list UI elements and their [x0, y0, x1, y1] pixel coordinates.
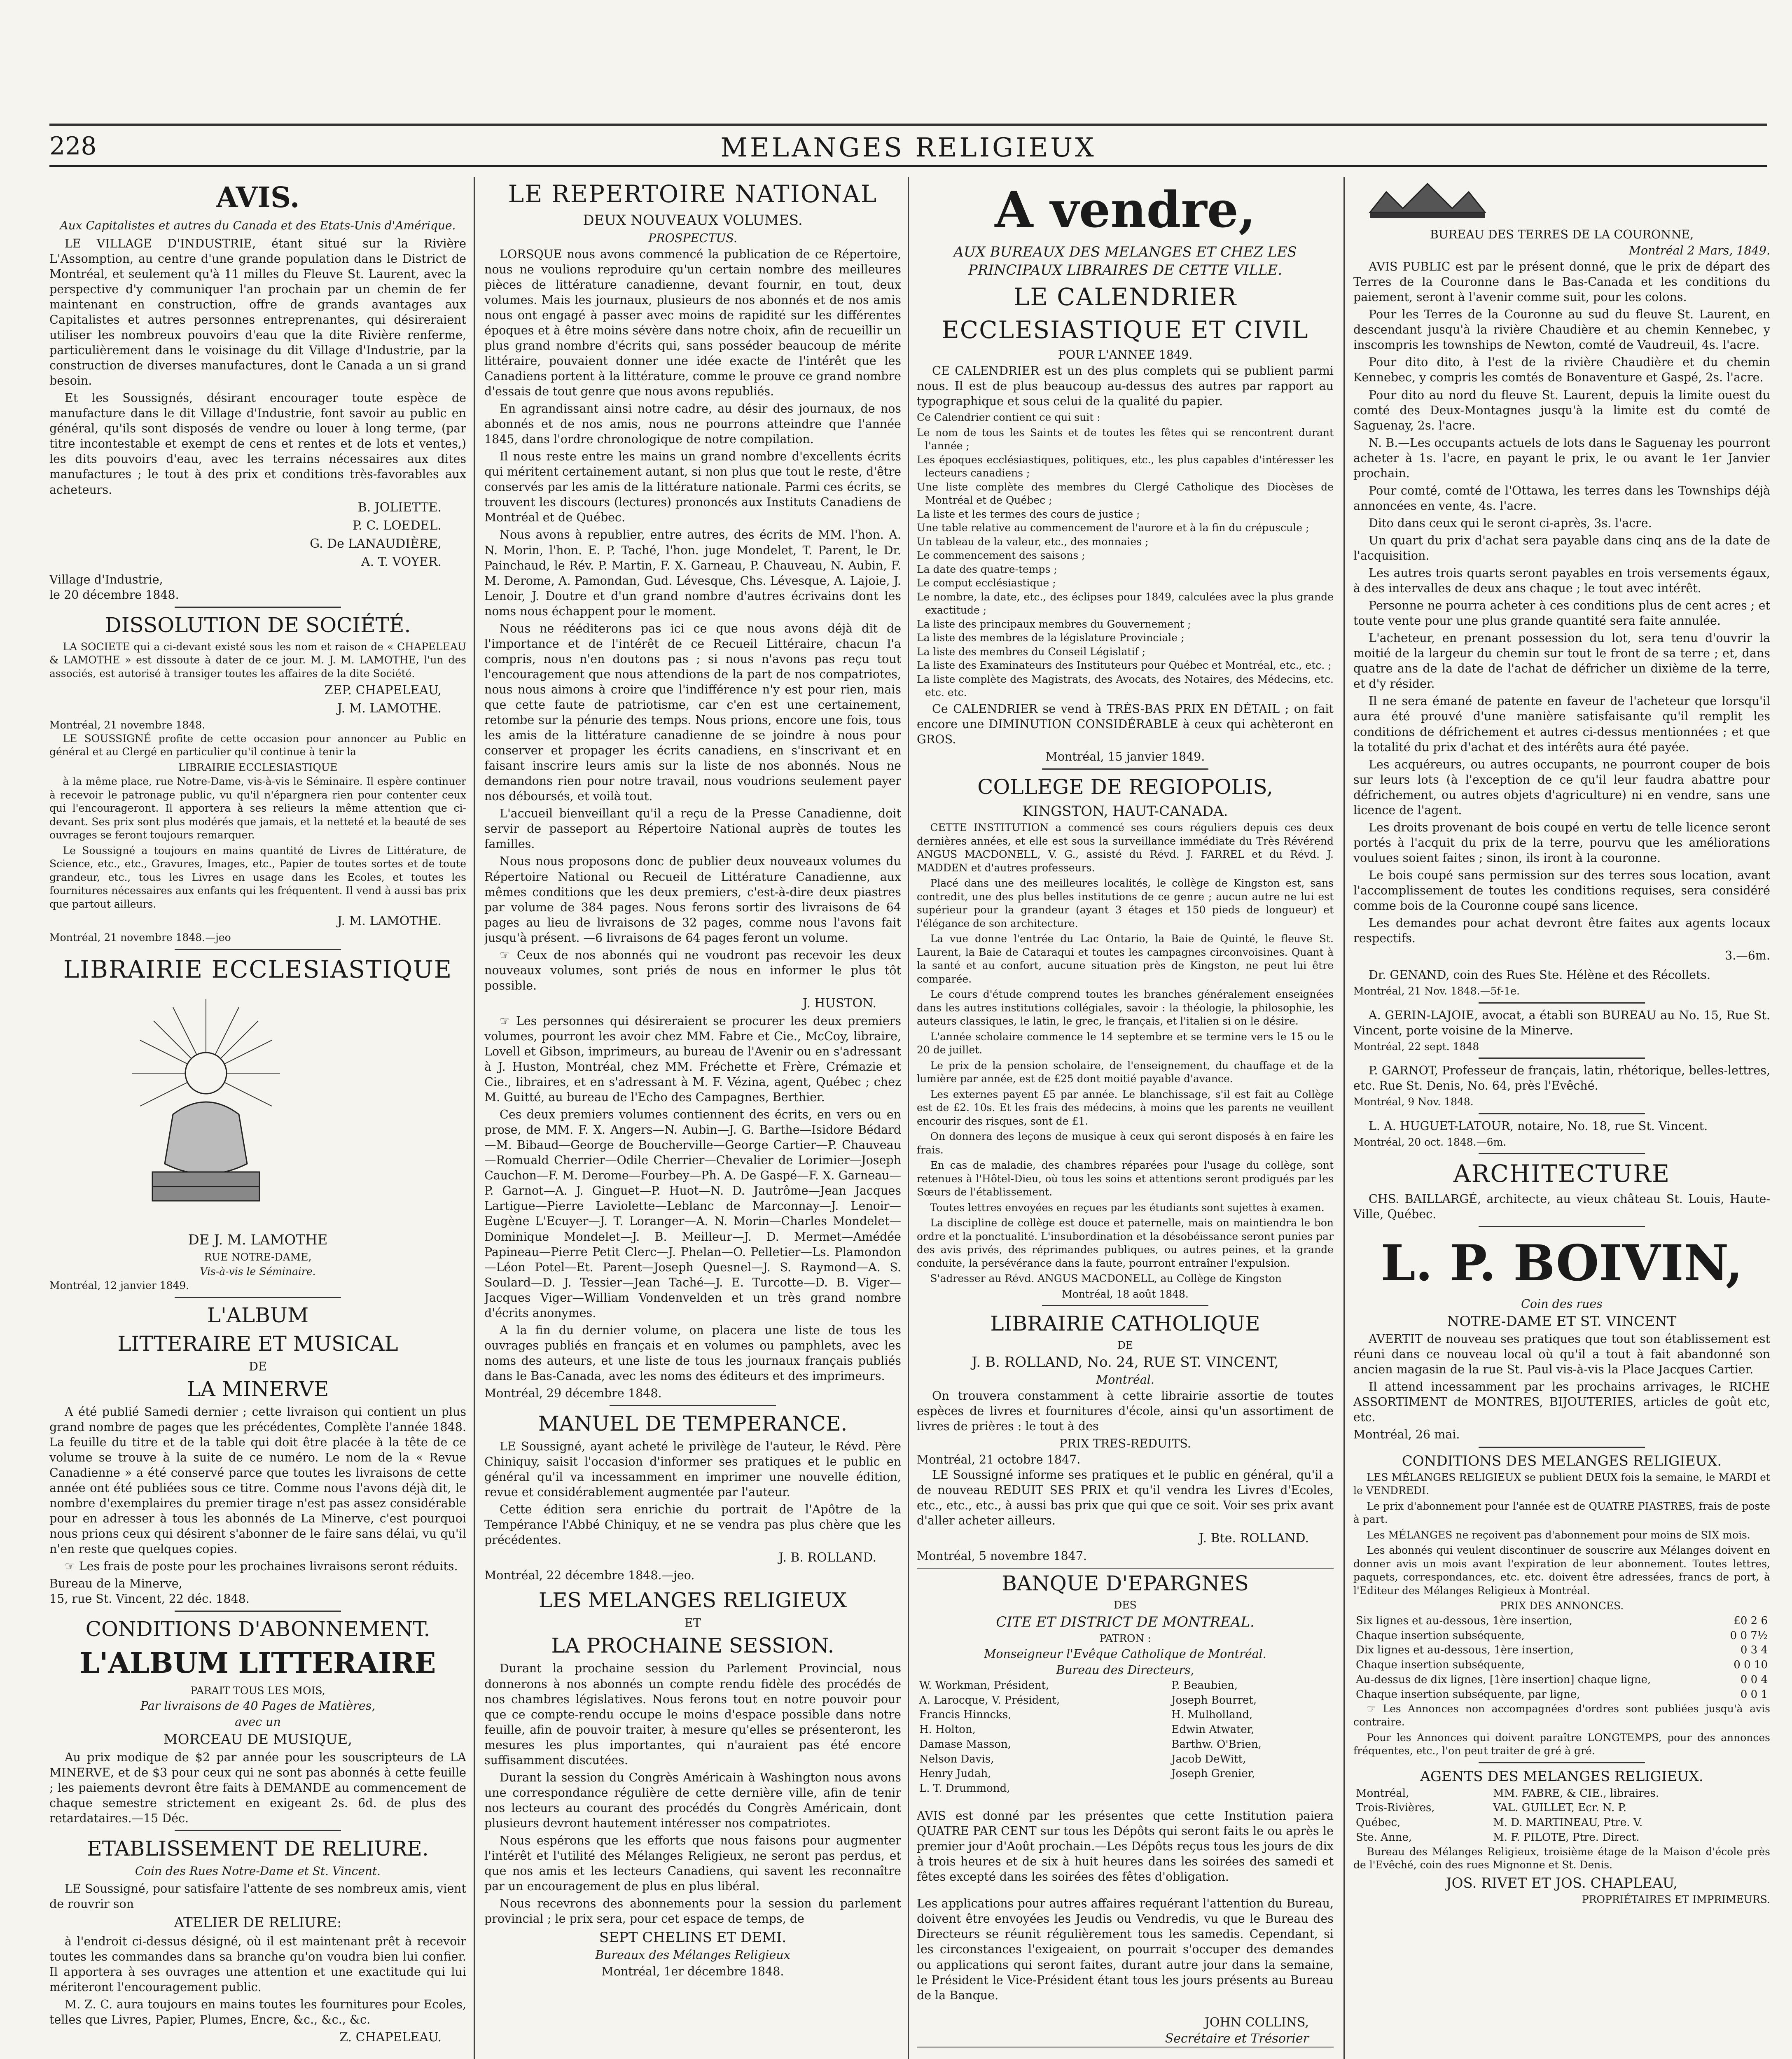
librairie-title: LIBRAIRIE ECCLESIASTIQUE	[63, 955, 453, 983]
table-row	[1353, 1643, 1770, 1658]
paragraph: L. A. HUGUET-LATOUR, notaire, No. 18, rue St. Vincent.	[1369, 1119, 1708, 1133]
paragraph: Les acquéreurs, ou autres occupants, ne pourront couper de bois sur leurs lots (à l'exception de ce qu'il leur faudra abattre pour défrichement, ou autres objets d'agriculture) ni en vendre, sans une licence de l'agent.	[1353, 757, 1770, 817]
calendrier-intro: Ce Calendrier contient ce qui suit :	[917, 411, 1100, 424]
paragraph: Nous recevrons des abonnements pour la session du parlement provincial ; le prix sera, pour cet espace de temps, de	[484, 1897, 901, 1926]
signature: A. T. VOYER.	[361, 554, 442, 569]
reliure-article	[49, 1835, 466, 2045]
page-header	[49, 124, 1767, 167]
architecture-title: ARCHITECTURE	[1453, 1160, 1671, 1188]
paragraph: P. GARNOT, Professeur de français, latin, rhétorique, belles-lettres, etc. Rue St. Denis, No. 64, près l'Evêché.	[1353, 1064, 1770, 1093]
signature: ZEP. CHAPELEAU,	[324, 683, 442, 698]
table-cell: A. Larocque, V. Président,	[919, 1694, 1060, 1706]
repertoire-subtitle: DEUX NOUVEAUX VOLUMES.	[583, 212, 803, 229]
table-cell: Joseph Bourret,	[1171, 1694, 1257, 1706]
table-cell: H. Mulholland,	[1171, 1709, 1253, 1721]
architecture-article	[1353, 1158, 1770, 1221]
paragraph: Il attend incessamment par les prochains arrivages, le RICHE ASSORTIMENT de MONTRES, BIJOUTERIES, articles de goût etc, etc.	[1353, 1380, 1770, 1424]
column-3	[917, 177, 1334, 2059]
table-cell	[1169, 1781, 1334, 1796]
paragraph: AVERTIT de nouveau ses pratiques que tout son établissement est réuni dans ce nouveau local où qu'il a tout à fait abandonné son ancien magasin de la rue St. Paul vis-à-vis la Place Jacques Cartier.	[1353, 1332, 1770, 1377]
paragraph: Pour comté, comté de l'Ottawa, les terres dans les Townships déjà annoncées en vente, 4s. l'acre.	[1353, 483, 1770, 513]
paragraph: L'année scholaire commence le 14 septembre et se termine vers le 15 ou le 20 de juillet.	[917, 1030, 1334, 1056]
office: Bureau de la Minerve,	[49, 1577, 182, 1591]
paragraph: Pour dito au nord du fleuve St. Laurent, depuis la limite ouest du comté des Deux-Montagnes jusqu'à la limite est du comté de Saguenay, 2s. l'acre.	[1353, 388, 1770, 432]
list-item: La liste des principaux membres du Gouvernement ;	[917, 618, 1191, 630]
table-cell: Dix lignes et au-dessous, 1ère insertion,	[1356, 1644, 1574, 1657]
paragraph: AVIS PUBLIC est par le présent donné, que le prix de départ des Terres de la Couronne dans le Bas-Canada et les conditions du paiement, seront à l'avenir comme suit, pour les colons.	[1353, 260, 1770, 304]
table-cell: 0 0 4	[1740, 1673, 1768, 1686]
banque-title-2: CITE ET DISTRICT DE MONTREAL.	[996, 1613, 1255, 1630]
table-row	[917, 1752, 1334, 1767]
date: Montréal, 22 sept. 1848	[1353, 1040, 1479, 1053]
paragraph: CHS. BAILLARGÉ, architecte, au vieux château St. Louis, Haute-Ville, Québec.	[1353, 1192, 1770, 1221]
banque-article	[917, 1568, 1334, 2047]
conditions-title: CONDITIONS DES MELANGES RELIGIEUX.	[1402, 1452, 1722, 1469]
business-card	[1353, 967, 1770, 998]
business-cards	[1353, 967, 1770, 1154]
table-row	[917, 1723, 1334, 1737]
paragraph: LORSQUE nous avons commencé la publication de ce Répertoire, nous ne voulions reproduire qu'un certain nombre des meilleures pièces de littérature canadienne, devant fournir, en tout, deux volumes. Mais les journaux, plusieurs de nos abonnés et de nos amis nous ont engagé à passer avec moins de rapidité sur les différentes époques et à être moins sévère dans notre choix, afin de recueillir un plus grand nombre d'écrits qui, sans posséder beaucoup de mérite littéraire, pouvaient donner une idée exacte de l'intérêt que les Canadiens portent à la littérature, comme le prouve ce grand nombre d'essais de tout genre que nous avons republiés.	[484, 247, 901, 399]
date: 15, rue St. Vincent, 22 déc. 1848.	[49, 1592, 250, 1606]
table-cell: Montréal,	[1356, 1787, 1409, 1800]
list-item: Le nom de tous les Saints et de toutes les fêtes qui se rencontrent durant l'année ;	[917, 426, 1334, 452]
coat-of-arms-icon	[1353, 180, 1502, 221]
paragraph: Les externes payent £5 par année. Le blanchissage, s'il est fait au Collège est de £2. 10s. Et les frais des médecins, à moins que les parents ne veuillent encourir des risques, sont de £1.	[917, 1088, 1334, 1127]
column-rule	[1343, 177, 1345, 2059]
publishers: JOS. RIVET ET JOS. CHAPLEAU,	[1446, 1875, 1678, 1891]
album-article	[49, 1302, 466, 1607]
conditions-line: MORCEAU DE MUSIQUE,	[163, 1731, 353, 1748]
paragraph: La discipline de collège est douce et paternelle, mais on maintiendra le bon ordre et la ponctualité. L'insubordination et la désobéissance seront punies par des avis privés, des réprimandes publiques, ou autres peines, et la grande conduite, la persévérance dans la faute, pourront entraîner l'expulsion.	[917, 1217, 1334, 1269]
table-cell: Nelson Davis,	[919, 1753, 994, 1765]
header-rule	[49, 124, 1767, 126]
paragraph: Ces deux premiers volumes contiennent des écrits, en vers ou en prose, de MM. F. X. Angers—N. Aubin—J. G. Barthe—Isidore Bédard—M. Bibaud—George de Boucherville—George Cartier—P. Chauveau—Romuald Cherrier—Odile Cherrier—Chevalier de Lorimier—Joseph Cauchon—F. M. Derome—Fourbey—Ph. A. De Gaspé—F. X. Garneau—P. Garnot—A. J. Ginguet—P. Huot—N. D. Jautrôme—Jean Jacques Lartigue—Pierre Laviolette—Leblanc de Marconnay—J. Lenoir—Eugène L'Ecuyer—J. T. Loranger—A. N. Morin—Charles Mondelet—Dominique Mondelet—J. B. Meilleur—J. D. Mermet—Amédée Papineau—Pierre Petit Clerc—J. Phelan—O. Pelletier—Ls. Plamondon—Léon Potel—Et. Parent—Joseph Quesnel—J. S. Raymond—A. S. Soulard—D. J. Tessier—Jean Taché—J. E. Turcotte—D. B. Viger—Jacques Viger—William Vondenvelden et un très grand nombre d'écrits anonymes.	[484, 1108, 901, 1320]
table-row	[1353, 1688, 1770, 1702]
conditions-title: CONDITIONS D'ABONNEMENT.	[85, 1617, 430, 1641]
reliure-subtitle: Coin des Rues Notre-Dame et St. Vincent.	[135, 1864, 381, 1878]
table-cell: L. T. Drummond,	[919, 1782, 1010, 1795]
list-item: La liste des membres du Conseil Législatif ;	[917, 645, 1146, 658]
paragraph: LE Soussigné, pour satisfaire l'attente de ses nombreux amis, vient de rouvrir son	[49, 1882, 466, 1911]
table-cell: Chaque insertion subséquente,	[1356, 1629, 1525, 1642]
catholique-article	[917, 1310, 1334, 1564]
paragraph: Cette édition sera enrichie du portrait de l'Apôtre de la Tempérance l'Abbé Chiniquy, et ne se vendra pas plus chère que les précédentes.	[484, 1503, 901, 1547]
office: Bureaux des Mélanges Religieux	[595, 1948, 790, 1962]
table-row	[917, 1781, 1334, 1796]
table-cell: 0 0 10	[1734, 1659, 1768, 1671]
reliure-title: ETABLISSEMENT DE RELIURE.	[87, 1836, 429, 1861]
paragraph: Toutes lettres envoyées en reçues par les étudiants sont sujettes à examen.	[930, 1201, 1325, 1214]
table-cell: Henry Judah,	[919, 1767, 991, 1780]
paragraph: On trouvera constamment à cette librairie assortie de toutes espèces de livres et fournitures d'école, ainsi qu'un assortiment de livres de prières : le tout à des	[917, 1389, 1334, 1433]
list-item: La liste et les termes des cours de justice ;	[917, 508, 1140, 520]
rates-table	[1353, 1614, 1770, 1702]
repertoire-subtitle-2: PROSPECTUS.	[648, 231, 737, 245]
paragraph: L'acheteur, en prenant possession du lot, sera tenu d'ouvrir la moitié de la largeur du chemin sur tout le front de sa terre ; et, dans quatre ans de la date de l'achat de défricher un dixième de la terre, et d'y résider.	[1353, 631, 1770, 691]
paragraph: Et les Soussignés, désirant encourager toute espèce de manufacture dans le dit Village d'Industrie, font savoir au public en général, qu'ils sont disposés de vendre ou louer à long terme, (par titre incontestable et exempt de cens et rentes et de lots et ventes,) les dits pouvoirs d'eau, avec les terrains nécessaires aux dites manufactures ; le tout à des prix et conditions très-favorables aux acheteurs.	[49, 391, 466, 497]
divider	[1479, 1447, 1645, 1448]
paragraph: Les MÉLANGES ne reçoivent pas d'abonnement pour moins de SIX mois.	[1367, 1529, 1750, 1541]
table-row	[917, 1708, 1334, 1723]
business-card	[1353, 1008, 1770, 1054]
table-cell: Damase Masson,	[919, 1738, 1011, 1751]
album-title: L'ALBUM	[207, 1303, 309, 1327]
date: Montréal, 5 novembre 1847.	[917, 1549, 1087, 1563]
divider	[1042, 768, 1209, 770]
table-cell: Québec,	[1356, 1816, 1401, 1829]
catholique-de: DE	[1117, 1339, 1133, 1352]
column-2	[484, 177, 901, 2059]
paragraph: LE SOUSSIGNÉ profite de cette occasion pour annoncer au Public en général et au Clergé en particulier qu'il continue à tenir la	[49, 732, 466, 758]
signature: J. HUSTON.	[802, 996, 876, 1011]
shop-name: LIBRAIRIE ECCLESIASTIQUE	[178, 761, 338, 773]
rates-title: PRIX DES ANNONCES.	[1500, 1600, 1624, 1612]
paragraph: LA SOCIETE qui a ci-devant existé sous les nom et raison de « CHAPELEAU & LAMOTHE » est dissoute à dater de ce jour. M. J. M. LAMOTHE, l'un des associés, est autorisé à transiger toutes les affaires de la dite Société.	[49, 640, 466, 679]
dissolution-title: DISSOLUTION DE SOCIÉTÉ.	[105, 613, 411, 637]
table-cell: 0 0 7½	[1730, 1629, 1768, 1642]
album-title-3: LA MINERVE	[187, 1377, 329, 1401]
running-title: MELANGES RELIGIEUX	[720, 133, 1096, 163]
signature: J. B. ROLLAND.	[778, 1550, 876, 1565]
boivin-subtitle: Coin des rues	[1521, 1297, 1603, 1311]
catholique-title-2: J. B. ROLLAND, No. 24, RUE ST. VINCENT,	[972, 1354, 1279, 1370]
album-title-2: LITTERAIRE ET MUSICAL	[117, 1331, 398, 1356]
paragraph: S'adresser au Révd. ANGUS MACDONELL, au Collège de Kingston	[930, 1272, 1282, 1285]
table-cell: Barthw. O'Brien,	[1171, 1738, 1262, 1751]
repertoire-title: LE REPERTOIRE NATIONAL	[508, 180, 878, 208]
table-cell: P. Beaubien,	[1171, 1679, 1238, 1692]
paragraph: AVIS est donné par les présentes que cette Institution paiera QUATRE PAR CENT sur tous les Dépôts qui seront faits le ou après le premier jour d'Août prochain.—Les Dépôts reçus tous les jours de dix à trois heures et de six à huit heures dans les soirées des samedi et fêtes excepté dans les soirées des fêtes d'obligation.	[917, 1809, 1334, 1884]
list-item: La liste des membres de la législature Provinciale ;	[917, 632, 1185, 644]
table-cell: Au-dessus de dix lignes, [1ère insertion] chaque ligne,	[1356, 1673, 1651, 1686]
paragraph: LE VILLAGE D'INDUSTRIE, étant situé sur la Rivière L'Assomption, au centre d'une grande population dans le District de Montréal, et seulement qu'à 11 milles du Fleuve St. Laurent, avec la perspective d'y communiquer l'an prochain par un chemin de fer maintenant en construction, offre de grands avantages aux Capitalistes et autres personnes entreprenantes, qui désireraient utiliser les nombreux pouvoirs d'eau que la dite Rivière renferme, particulièrement dans le voisinage du dit Village d'Industrie, par la construction de diverses manufactures, dont le Canada a un si grand besoin.	[49, 236, 466, 388]
banque-des: DES	[1114, 1599, 1137, 1611]
table-cell: Edwin Atwater,	[1171, 1723, 1255, 1736]
paragraph: Pour les Terres de la Couronne au sud du fleuve St. Laurent, en descendant jusqu'à la rivière Chaudière et au chemin Kennebec, y inscompris les townships de Newton, comté de Vaudreuil, 4s. l'acre.	[1353, 308, 1770, 352]
table-row	[1353, 1786, 1770, 1801]
banque-board: Bureau des Directeurs,	[1056, 1663, 1194, 1677]
calendrier-items	[917, 426, 1334, 700]
vendre-article	[917, 178, 1334, 764]
terres-article	[1353, 177, 1770, 963]
repertoire-article	[484, 179, 901, 1401]
date: Montréal, 26 mai.	[1353, 1428, 1460, 1442]
paragraph: à la même place, rue Notre-Dame, vis-à-vis le Séminaire. Il espère continuer à recevoir le patronage public, vu qu'il n'épargnera rien pour contenter ceux qui l'encourageront. Il apportera à ses relieurs la même attention que ci-devant. Ses prix sont plus modérés que jamais, et la netteté et la beauté de ses ouvrages se feront toujours remarquer.	[49, 775, 466, 841]
date: Montréal 2 Mars, 1849.	[1628, 244, 1770, 258]
album-de: DE	[249, 1359, 267, 1373]
paragraph: ☞ Les Annonces non accompagnées d'ordres sont publiées jusqu'à avis contraire.	[1353, 1702, 1770, 1728]
paragraph: LES MÉLANGES RELIGIEUX se publient DEUX fois la semaine, le MARDI et le VENDREDI.	[1353, 1471, 1770, 1497]
paragraph: Il ne sera émané de patente en faveur de l'acheteur que lorsqu'il aura été prouvé d'une manière satisfaisante qu'il remplit les conditions de défrichement et autres ci-dessus mentionnées ; et que la totalité du prix d'achat et des intérêts aura été payée.	[1353, 694, 1770, 754]
banque-patron-name: Monseigneur l'Evêque Catholique de Montréal.	[984, 1647, 1266, 1661]
temperance-title: MANUEL DE TEMPERANCE.	[538, 1412, 848, 1436]
banque-title: BANQUE D'EPARGNES	[1002, 1571, 1249, 1596]
paragraph: Dr. GENAND, coin des Rues Ste. Hélène et des Récollets.	[1369, 968, 1711, 982]
signature-title: Secrétaire et Trésorier	[1165, 2031, 1309, 2046]
divider	[175, 1297, 341, 1298]
paragraph: Les autres trois quarts seront payables en trois versements égaux, à des intervalles de deux ans chaque ; le tout avec intérêt.	[1353, 566, 1770, 595]
paragraph: Ce CALENDRIER se vend à TRÈS-BAS PRIX EN DÉTAIL ; on fait encore une DIMINUTION CONSIDÉRABLE à ceux qui achèteront en GROS.	[917, 702, 1334, 746]
table-cell: Six lignes et au-dessous, 1ère insertion,	[1356, 1614, 1572, 1627]
signature: J. M. LAMOTHE.	[337, 701, 442, 716]
conditions-article	[49, 1616, 466, 1826]
paragraph: N. B.—Les occupants actuels de lots dans le Saguenay les pourront acheter à 1s. l'acre, en payant le prix, le ou avant le 1er Janvier prochain.	[1353, 436, 1770, 480]
conditions-line: avec un	[235, 1715, 281, 1729]
paragraph: L'accueil bienveillant qu'il a reçu de la Presse Canadienne, doit servir de passeport au Répertoire National auprès de toutes les familles.	[484, 807, 901, 851]
paragraph: ☞ Ceux de nos abonnés qui ne voudront pas recevoir les deux nouveaux volumes, sont priés de nous en informer le plus tôt possible.	[484, 948, 901, 992]
divider	[1479, 1762, 1645, 1763]
agents-title: AGENTS DES MELANGES RELIGIEUX.	[1420, 1768, 1703, 1785]
date: Montréal, 20 oct. 1848.—6m.	[1353, 1136, 1507, 1148]
calendrier-title-2: ECCLESIASTIQUE ET CIVIL	[942, 315, 1309, 344]
date: Montréal, 21 octobre 1847.	[917, 1453, 1081, 1467]
boivin-address: NOTRE-DAME ET ST. VINCENT	[1447, 1313, 1677, 1330]
paragraph: Pour les Annonces qui doivent paraître LONGTEMPS, pour des annonces fréquentes, etc., l'on peut traiter de gré à gré.	[1353, 1731, 1770, 1757]
divider	[1479, 1226, 1645, 1227]
session-title-2: LA PROCHAINE SESSION.	[551, 1634, 834, 1658]
regiopolis-title: COLLEGE DE REGIOPOLIS,	[977, 775, 1273, 799]
paragraph: à l'endroit ci-dessus désigné, où il est maintenant prêt à recevoir toutes les commandes dans sa branche qu'on voudra bien lui confier. Il apportera à ses ouvrages une attention et une exactitude qui lui mériteront l'encouragement public.	[49, 1934, 466, 1994]
calendrier-title: LE CALENDRIER	[1013, 283, 1237, 311]
shop-name: ATELIER DE RELIURE:	[174, 1914, 342, 1931]
date: Montréal, 12 janvier 1849.	[49, 1279, 189, 1292]
table-row	[1353, 1658, 1770, 1673]
divider	[175, 607, 341, 608]
table-cell: VAL. GUILLET, Ecr. N. P.	[1493, 1802, 1627, 1814]
directors-table	[917, 1678, 1334, 1796]
list-item: Le comput ecclésiastique ;	[917, 577, 1056, 589]
list-item: Un tableau de la valeur, etc., des monnaies ;	[917, 535, 1149, 548]
table-cell: Trois-Rivières,	[1356, 1802, 1435, 1814]
librairie-article	[49, 954, 466, 1293]
business-card	[1353, 1118, 1770, 1149]
paragraph: En agrandissant ainsi notre cadre, au désir des journaux, de nos abonnés et de nos amis, nous ne pourrons atteindre que l'année 1845, dans l'ordre chronologique de notre compilation.	[484, 402, 901, 446]
table-row	[1353, 1673, 1770, 1688]
table-row	[917, 1678, 1334, 1693]
paragraph: A été publié Samedi dernier ; cette livraison qui contient un plus grand nombre de pages que les précédentes, Complète l'année 1848. La feuille du titre et de la table qui doit être placée à la tête de ce volume se trouve à la suite de ce numéro. Le nom de la « Revue Canadienne » a été conservé parce que toutes les livraisons de cette année ont été publiées sous ce titre. Comme nous l'avons déjà dit, le nombre d'exemplaires du premier tirage n'est pas assez considérable pour en adresser à tous les abonnés de La Minerve, c'est pourquoi nous prions ceux qui désirent s'abonner de le faire sans délai, vu qu'il n'en reste que quelques copies.	[49, 1405, 466, 1556]
divider	[1479, 1113, 1645, 1114]
paragraph: Les abonnés qui veulent discontinuer de souscrire aux Mélanges doivent en donner avis un mois avant l'expiration de leur abonnement. Toutes lettres, paquets, correspondances, etc. etc. doivent être adressées, francs de port, à l'Editeur des Mélanges Religieux à Montréal.	[1353, 1544, 1770, 1597]
table-row	[917, 1767, 1334, 1781]
paragraph: LE Soussigné informe ses pratiques et le public en général, qu'il a de nouveau REDUIT SES PRIX et qu'il vendra les Livres d'Ecoles, etc., etc., etc., à aussi bas prix que qui que ce soit. Voir ses prix avant d'aller acheter ailleurs.	[917, 1468, 1334, 1528]
librairie-address: RUE NOTRE-DAME,	[204, 1251, 312, 1263]
table-cell: W. Workman, Président,	[919, 1679, 1049, 1692]
paragraph: Durant la session du Congrès Américain à Washington nous avons une correspondance régulière de cette dernière ville, afin de tenir nos lecteurs au courant des procédés du Congrès Américain, dont plusieurs devront hautement intéresser nos compatriotes.	[484, 1770, 901, 1830]
paragraph: Nous nous proposons donc de publier deux nouveaux volumes du Répertoire National ou Recueil de Littérature Canadienne, aux mêmes conditions que les deux premiers, c'est-à-dire deux piastres par volume de 384 pages. Nous ferons sortir des livraisons de 64 pages au lieu de livraisons de 32 pages, comme nous l'avons fait jusqu'à présent. —6 livraisons de 64 pages feront un volume.	[484, 854, 901, 945]
paragraph: Le Soussigné a toujours en mains quantité de Livres de Littérature, de Science, etc., etc., Gravures, Images, etc., Papier de toutes sortes et de toute grandeur, etc., tous les Livres en usage dans les Ecoles, et toutes les fournitures nécessaires aux enfants qui les fréquentent. Il vend à aussi bas prix que partout ailleurs.	[49, 844, 466, 910]
page-number: 228	[49, 132, 97, 161]
date: Montréal, 21 Nov. 1848.—5f-1e.	[1353, 985, 1520, 997]
divider	[1479, 1153, 1645, 1154]
list-item: Une liste complète des membres du Clergé Catholique des Diocèses de Montréal et de Québec ;	[917, 481, 1334, 507]
paragraph: Il nous reste entre les mains un grand nombre d'excellents écrits qui méritent certainement autant, si non plus que tout le reste, d'être conservés par les amis de la littérature nationale. Parmi ces écrits, se trouvent les discours (lectures) prononcés aux Instituts Canadiens de Montréal et de Québec.	[484, 450, 901, 525]
table-cell: £0 2 6	[1734, 1614, 1768, 1627]
list-item: Une table relative au commencement de l'aurore et à la fin du crépuscule ;	[917, 522, 1309, 534]
paragraph: La vue donne l'entrée du Lac Ontario, la Baie de Quinté, le fleuve St. Laurent, la Baie de Cataraqui et toutes les campagnes circonvoisines. Quant à la santé et au confort, aucune situation près de Kingston, ne peut lui être comparée.	[917, 933, 1334, 985]
table-cell: H. Holton,	[919, 1723, 976, 1736]
calendrier-year: POUR L'ANNEE 1849.	[1058, 348, 1193, 362]
column-1	[49, 177, 466, 2059]
date: Montréal, 21 novembre 1848.—jeo	[49, 931, 231, 944]
divider	[1479, 1058, 1645, 1059]
date: Montréal, 21 novembre 1848.	[49, 719, 206, 731]
paragraph: Les demandes pour achat devront être faites aux agents locaux respectifs.	[1353, 916, 1770, 945]
date: Montréal, 15 janvier 1849.	[1045, 749, 1205, 763]
table-row	[1353, 1801, 1770, 1816]
temperance-article	[484, 1410, 901, 1583]
divider	[175, 949, 341, 950]
paragraph: Le bois coupé sans permission sur des terres sous location, avant l'accomplissement de toutes les conditions requises, sera considéré comme bois de la Couronne coupé sans licence.	[1353, 868, 1770, 913]
session-et: ET	[685, 1616, 701, 1630]
paragraph: Personne ne pourra acheter à ces conditions plus de cent acres ; et toute vente pour une plus grande quantité sera faite annulée.	[1353, 599, 1770, 628]
table-row	[1353, 1629, 1770, 1643]
vendre-subtitle: AUX BUREAUX DES MELANGES ET CHEZ LES PRINCIPAUX LIBRAIRES DE CETTE VILLE.	[953, 244, 1297, 279]
table-row	[1353, 1830, 1770, 1845]
paragraph: M. Z. C. aura toujours en mains toutes les fournitures pour Ecoles, telles que Livres, Papier, Plumes, Encre, &c., &c., &c.	[49, 1997, 466, 2026]
conditions-line: Par livraisons de 40 Pages de Matières,	[140, 1699, 376, 1713]
list-item: La liste des Examinateurs des Instituteurs pour Québec et Montréal, etc., etc. ;	[917, 659, 1332, 672]
table-cell: M. D. MARTINEAU, Ptre. V.	[1493, 1816, 1643, 1829]
paragraph: Nous espérons que les efforts que nous faisons pour augmenter l'intérêt et l'utilité des Mélanges Religieux, ne seront pas perdus, et que nos amis et les lecteurs Canadiens, qui savent les reconnaître par un encouragement de plus en plus libéral.	[484, 1833, 901, 1893]
session-article	[484, 1587, 901, 1979]
paragraph: Placé dans une des meilleures localités, le collège de Kingston est, sans contredit, une des plus belles institutions de ce genre ; aucun autre ne lui est supérieur pour la grandeur (ayant 3 étages et 150 pieds de longueur) et l'élégance de son architecture.	[917, 877, 1334, 929]
avis-article	[49, 180, 466, 602]
paragraph: Nous avons à republier, entre autres, des écrits de MM. l'hon. A. N. Morin, l'hon. E. P. Taché, l'hon. juge Mondelet, T. Parent, le Dr. Painchaud, le Rév. P. Martin, F. X. Garneau, P. Chauveau, N. Aubin, F. M. Derome, A. Pamondan, Gud. Lévesque, Chs. Lévesque, A. Lajoie, J. Lenoir, J. Doutre et d'un grand nombre d'autres écrivains dont les noms nous échappent pour le moment.	[484, 528, 901, 618]
table-cell: M. F. PILOTE, Ptre. Direct.	[1493, 1831, 1640, 1844]
table-cell: Chaque insertion subséquente, par ligne,	[1356, 1688, 1580, 1701]
paragraph: Dito dans ceux qui le seront ci-après, 3s. l'acre.	[1369, 516, 1652, 530]
catholique-city: Montréal.	[1096, 1373, 1154, 1387]
avis-title: AVIS.	[216, 181, 300, 214]
paragraph: En cas de maladie, des chambres réparées pour l'usage du collège, sont retenues à l'Hôtel-Dieu, où tous les soins et attentions seront prodigués par les Sœurs de l'établissement.	[917, 1159, 1334, 1198]
table-cell: Chaque insertion subséquente,	[1356, 1659, 1525, 1671]
business-card	[1353, 1063, 1770, 1109]
paragraph: Bureau des Mélanges Religieux, troisième étage de la Maison d'école près de l'Evêché, coin des rues Mignonne et St. Denis.	[1353, 1845, 1770, 1871]
signature: P. C. LOEDEL.	[353, 518, 442, 533]
paragraph: Un quart du prix d'achat sera payable dans cinq ans de la date de l'acquisition.	[1353, 533, 1770, 563]
paragraph: Le cours d'étude comprend toutes les branches généralement enseignées dans les autres institutions collégiales, savoir : la théologie, la philosophie, les auteurs classiques, le latin, le grec, le français, et l'italien si on le désire.	[917, 988, 1334, 1027]
place: Village d'Industrie,	[49, 572, 163, 586]
paragraph: A la fin du dernier volume, on placera une liste de tous les ouvrages publiés en français et en volumes ou pamphlets, avec les noms des auteurs, et une liste de tous les journaux français publiés dans le Bas-Canada, avec les noms des éditeurs et des imprimeurs.	[484, 1323, 901, 1383]
date: le 20 décembre 1848.	[49, 588, 179, 602]
paragraph: Pour dito dito, à l'est de la rivière Chaudière et du chemin Kennebec, y compris les comtés de Bonaventure et Gaspé, 2s. l'acre.	[1353, 355, 1770, 385]
boivin-article	[1353, 1231, 1770, 1443]
table-cell: MM. FABRE, & CIE., libraires.	[1493, 1787, 1659, 1800]
dissolution-article	[49, 612, 466, 945]
table-row	[917, 1737, 1334, 1752]
column-rule	[908, 177, 909, 2059]
bible-sunburst-illustration	[49, 991, 362, 1221]
table-row	[1353, 1614, 1770, 1629]
notice-code: 3.—6m.	[1725, 949, 1770, 963]
list-item: La liste complète des Magistrats, des Avocats, des Notaires, des Médecins, etc. etc. etc.	[917, 673, 1334, 699]
table-cell: 0 3 4	[1740, 1644, 1768, 1657]
signature: Z. CHAPELEAU.	[339, 2030, 442, 2045]
signature: J. M. LAMOTHE.	[337, 914, 442, 929]
librairie-name: DE J. M. LAMOTHE	[188, 1232, 328, 1249]
session-price: SEPT CHELINS ET DEMI.	[599, 1929, 787, 1946]
table-row	[1353, 1816, 1770, 1830]
regiopolis-article	[917, 774, 1334, 1301]
paragraph: ☞ Les personnes qui désireraient se procurer les deux premiers volumes, pourront les avoir chez MM. Fabre et Cie., McCoy, libraire, Lovell et Gibson, imprimeurs, au bureau de l'Avenir ou en s'adressant à J. Huston, Montréal, chez MM. Fréchette et Frère, Crémazie et Cie., libraires, et en s'adressant à M. F. Vézina, agent, Québec ; chez M. Guitté, au bureau de l'Echo des Campagnes, Berthier.	[484, 1014, 901, 1104]
signature: J. Bte. ROLLAND.	[1199, 1531, 1309, 1546]
paragraph: A. GERIN-LAJOIE, avocat, a établi son BUREAU au No. 15, Rue St. Vincent, porte voisine de la Minerve.	[1353, 1008, 1770, 1037]
date: Montréal, 9 Nov. 1848.	[1353, 1096, 1474, 1108]
session-title: LES MELANGES RELIGIEUX	[538, 1588, 847, 1613]
paragraph: Durant la prochaine session du Parlement Provincial, nous donnerons à nos abonnés un compte rendu fidèle des procédés de nos chambres législatives. Nous ferons tout en notre pouvoir pour que ce compte-rendu occupe le moins d'espace possible dans notre feuille, afin de pouvoir traiter, à mesure qu'elles se présenteront, les mesures les plus importantes, qui n'auraient pas été encore suffisamment discutées.	[484, 1662, 901, 1767]
paragraph: Les applications pour autres affaires requérant l'attention du Bureau, doivent être envoyées les Jeudis ou Vendredis, vu que le Bureau des Directeurs se réunit régulièrement tous les samedis. Cependant, si les circonstances l'exigeaient, on pourrait s'occuper des demandes ou applications qui seront faites, durant autre jour dans la semaine, le Président le Vice-Président étant tous les jours présents au Bureau de la Banque.	[917, 1897, 1334, 2002]
list-item: Le commencement des saisons ;	[917, 549, 1085, 562]
paragraph: Le prix de la pension scholaire, de l'enseignement, du chauffage et de la lumière par année, est de £25 dont moitié payable d'avance.	[917, 1059, 1334, 1085]
paragraph: Nous ne rééditerons pas ici ce que nous avons déjà dit de l'importance et de l'intérêt de ce Recueil Littéraire, chacun l'a compris, nous n'en doutons pas ; si nous n'avons pas reçu tout l'encouragement que nous attendions de la part de nos compatriotes, nous nous aimons à croire que l'indifférence n'y est pour rien, mais que cette faute de patriotisme, car c'en est une certainement, retombe sur la pénurie des temps. Nous prions, encore une fois, tous les amis de la littérature canadienne de se joindre à nous pour conserver et propager les écrits canadiens, en s'inscrivant et en faisant inscrire leurs amis sur la liste de nos abonnés. Nous ne demandons rien pour notre travail, nous voudrions seulement payer nos déboursés, et voilà tout.	[484, 621, 901, 803]
table-cell: Jacob DeWitt,	[1171, 1753, 1246, 1765]
signature: JOHN COLLINS,	[1204, 2015, 1309, 2030]
catholique-title: LIBRAIRIE CATHOLIQUE	[990, 1312, 1260, 1336]
column-rule	[474, 177, 475, 2059]
banque-patron: PATRON :	[1099, 1632, 1151, 1645]
table-cell: 0 0 1	[1740, 1688, 1768, 1701]
melanges-conditions	[1353, 1452, 1770, 1758]
divider	[175, 1830, 341, 1831]
divider	[610, 1405, 776, 1406]
date: Montréal, 22 décembre 1848.—jeo.	[484, 1569, 695, 1583]
table-row	[917, 1693, 1334, 1708]
list-item: La date des quatre-temps ;	[917, 563, 1057, 575]
paragraph: Le prix d'abonnement pour l'année est de QUATRE PIASTRES, frais de poste à part.	[1353, 1500, 1770, 1526]
catholique-prices: PRIX TRES-REDUITS.	[1059, 1437, 1191, 1451]
boivin-title: L. P. BOIVIN,	[1381, 1234, 1743, 1292]
paragraph: On donnera des leçons de musique à ceux qui seront disposés à en faire les frais.	[917, 1130, 1334, 1156]
table-cell: Joseph Grenier,	[1171, 1767, 1255, 1780]
divider	[175, 1611, 341, 1612]
agents-article	[1353, 1767, 1770, 1907]
date: Montréal, 1er décembre 1848.	[601, 1964, 784, 1978]
agents-table	[1353, 1786, 1770, 1845]
divider	[1479, 1002, 1645, 1004]
paragraph: Les droits provenant de bois coupé en vertu de telle licence seront portés à l'acquit du prix de la terre, pourvu que les améliorations voulues soient faites ; sinon, ils iront à la couronne.	[1353, 820, 1770, 865]
publishers-title: PROPRIÉTAIRES ET IMPRIMEURS.	[1582, 1893, 1770, 1906]
regiopolis-subtitle: KINGSTON, HAUT-CANADA.	[1022, 803, 1228, 820]
conditions-title-2: L'ALBUM LITTERAIRE	[79, 1647, 436, 1680]
terres-office: BUREAU DES TERRES DE LA COURONNE,	[1430, 228, 1694, 242]
conditions-line: PARAIT TOUS LES MOIS,	[190, 1684, 325, 1697]
paragraph: Au prix modique de $2 par année pour les souscripteurs de LA MINERVE, et de $3 pour ceux qui ne sont pas abonnés à cette feuille ; les paiements devront être faits à DEMANDE au commencement de chaque semestre strictement en exigeant 2s. 6d. de plus des retardataires.—15 Déc.	[49, 1750, 466, 1825]
table-cell: Francis Hinncks,	[919, 1709, 1012, 1721]
list-item: Les époques ecclésiastiques, politiques, etc., les plus capables d'intéresser les lecteurs canadiens ;	[917, 453, 1334, 479]
paragraph: CE CALENDRIER est un des plus complets qui se publient parmi nous. Il est de plus beaucoup au-dessus des autres par rapport au typographique et sous celui de la qualité du papier.	[917, 364, 1334, 409]
signature: G. De LANAUDIÈRE,	[310, 536, 442, 551]
date: Montréal, 18 août 1848.	[1062, 1288, 1189, 1300]
paragraph: ☞ Les frais de poste pour les prochaines livraisons seront réduits.	[65, 1559, 458, 1573]
date: Montréal, 29 décembre 1848.	[484, 1387, 662, 1400]
vendre-title: A vendre,	[995, 181, 1256, 239]
column-4	[1353, 177, 1770, 2059]
paragraph: LE Soussigné, ayant acheté le privilège de l'auteur, le Révd. Père Chiniquy, saisit l'occasion d'informer ses pratiques et le public en général qu'il va incessamment en imprimer une nouvelle édition, revue et considérablement augmentée par l'auteur.	[484, 1440, 901, 1499]
paragraph: CETTE INSTITUTION a commencé ses cours réguliers depuis ces deux dernières années, et elle est sous la surveillance immédiate du Très Révérend ANGUS MACDONELL, V. G., assisté du Révd. J. FARREL et du Révd. J. MADDEN et d'autres professeurs.	[917, 822, 1334, 874]
divider	[1042, 1305, 1209, 1306]
table-cell: Ste. Anne,	[1356, 1831, 1412, 1844]
avis-subtitle: Aux Capitalistes et autres du Canada et des Etats-Unis d'Amérique.	[60, 219, 456, 233]
librairie-address-2: Vis-à-vis le Séminaire.	[200, 1265, 316, 1277]
signature: B. JOLIETTE.	[357, 500, 442, 515]
list-item: Le nombre, la date, etc., des éclipses pour 1849, calculées avec la plus grande exactitude ;	[917, 591, 1334, 616]
